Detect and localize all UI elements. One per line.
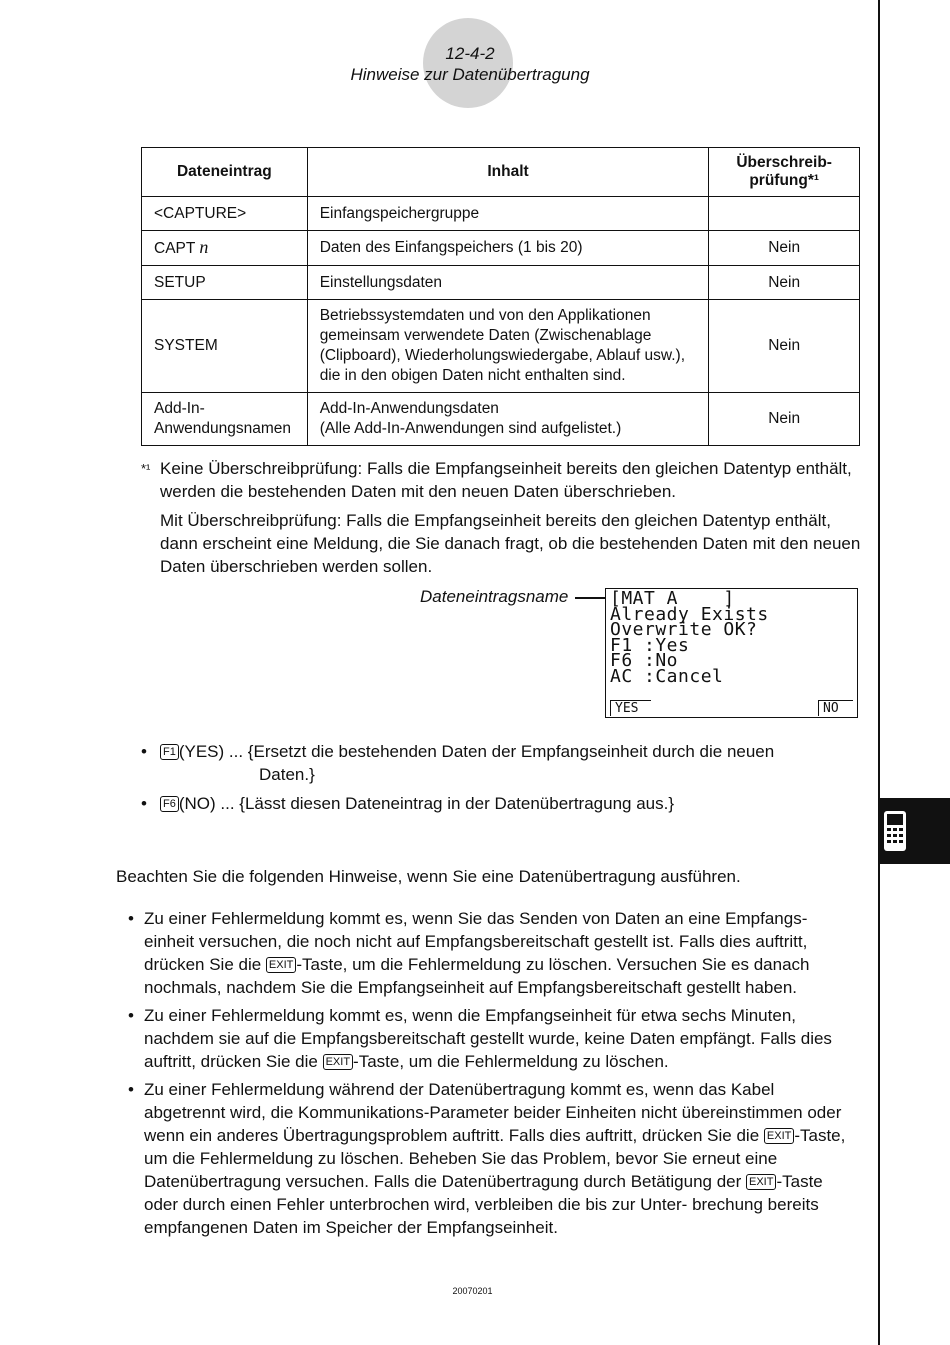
screen-callout-label: Dateneintragsname [420, 587, 569, 606]
key-explanation-list [141, 740, 871, 821]
table-row [142, 266, 860, 300]
check-cell: Nein [709, 300, 860, 393]
footnote [141, 457, 861, 584]
f1-key-icon: F1 [160, 744, 179, 760]
column-header-content: Inhalt [307, 148, 709, 197]
column-header-entry: Dateneintrag [142, 148, 308, 197]
table-row [142, 197, 860, 231]
list-item: • F1 (YES) ... {Ersetzt die bestehenden Daten der Empfangseinheit durch die neuen Daten.} [141, 742, 775, 784]
entry-cell: SETUP [142, 266, 308, 300]
bullet: • [128, 909, 134, 928]
footnote-paragraph: Mit Überschreibprüfung: Falls die Empfangseinheit bereits den gleichen Datentyp enthält, dann erscheint eine Meldung, die Sie danach fragt, ob die bestehenden Daten mit den neuen Daten überschrieben werden sollen. [160, 511, 861, 576]
content-cell: Daten des Einfangspeichers (1 bis 20) [307, 231, 709, 266]
entry-cell: SYSTEM [142, 300, 308, 393]
table-row [142, 300, 860, 393]
column-header-overwrite-check: Überschreib- prüfung*¹ [709, 148, 860, 197]
bullet: • [128, 1080, 134, 1099]
table-row [142, 231, 860, 266]
page-title: Hinweise zur Datenübertragung [350, 65, 590, 84]
chapter-side-tab [879, 798, 950, 864]
f6-key-icon: F6 [160, 796, 179, 812]
bullet: • [128, 1006, 134, 1025]
table-header-row [142, 148, 860, 197]
data-entry-table [141, 147, 860, 446]
content-cell: Einstellungsdaten [307, 266, 709, 300]
page-header [0, 18, 940, 110]
list-item: • F6 (NO) ... {Lässt diesen Dateneintrag in der Datenübertragung aus.} [141, 794, 675, 813]
notes-list [128, 907, 860, 1244]
exit-key-icon: EXIT [746, 1174, 776, 1190]
table-row [142, 393, 860, 446]
footnote-paragraph: Keine Überschreibprüfung: Falls die Empfangseinheit bereits den gleichen Datentyp enthält, werden die bestehenden Daten mit den neuen Daten überschrieben. [160, 459, 852, 501]
check-cell: Nein [709, 393, 860, 446]
exit-key-icon: EXIT [323, 1054, 353, 1070]
content-cell: Betriebssystemdaten und von den Applikationen gemeinsam verwendete Daten (Zwischenablage (Clipboard), Wiederholungswiedergabe, Ablauf usw.), die in den obigen Daten nicht enthalten sind. [307, 300, 709, 393]
intro-text: Beachten Sie die folgenden Hinweise, wenn Sie eine Datenübertragung ausführen. [116, 867, 741, 886]
bullet: • [141, 794, 147, 813]
softkey-yes: YES [610, 700, 651, 716]
content-cell: Add-In-Anwendungsdaten (Alle Add-In-Anwendungen sind aufgelistet.) [307, 393, 709, 446]
calculator-icon [883, 810, 907, 852]
check-cell: Nein [709, 231, 860, 266]
softkey-no: NO [818, 700, 853, 716]
list-item: • Zu einer Fehlermeldung kommt es, wenn die Empfangseinheit für etwa sechs Minuten, nachdem sie auf die Empfangsbereitschaft gestellt wurde, keine Daten empfängt. Falls dies auftritt, drücken Sie die EXIT -Taste, um die Fehlermeldung zu löschen. [128, 1006, 832, 1071]
entry-cell: CAPT n [142, 231, 308, 266]
calculator-screen [605, 588, 858, 718]
check-cell [709, 197, 860, 231]
entry-cell: <CAPTURE> [142, 197, 308, 231]
exit-key-icon: EXIT [764, 1128, 794, 1144]
check-cell: Nein [709, 266, 860, 300]
bullet: • [141, 742, 147, 761]
list-item: • Zu einer Fehlermeldung während der Datenübertragung kommt es, wenn das Kabel abgetrennt wird, die Kommunikations-Parameter beider Einheiten nicht übereinstimmen oder wenn ein anderes Übertragungsproblem auftritt. Falls dies auftritt, drücken Sie die EXIT -Taste, um die Fehlermeldung zu löschen. Beheben Sie das Problem, bevor Sie erneut eine Datenübertragung versuchen. Falls die Datenübertragung durch Betätigung der EXIT -Taste oder durch einen Fehler unterbrochen wird, verbleiben die bis zur Unter- brechung bereits empfangenen Daten im Speicher der Empfangseinheit. [128, 1080, 846, 1237]
page-number: 12-4-2 [445, 44, 495, 63]
right-margin-rule [878, 0, 880, 1345]
callout-leader-line [575, 597, 608, 599]
screen-text: [MAT A ] Already Exists Overwrite OK? F1 :Yes F6 :No AC :Cancel [610, 588, 769, 687]
footnote-marker: *¹ [141, 461, 151, 476]
entry-cell: Add-In- Anwendungsnamen [142, 393, 308, 446]
page-code: 20070201 [452, 1286, 493, 1296]
exit-key-icon: EXIT [266, 957, 296, 973]
list-item: • Zu einer Fehlermeldung kommt es, wenn Sie das Senden von Daten an eine Empfangs- einheit versuchen, die noch nicht auf Empfangsbereitschaft gestellt ist. Falls dies auftritt, drücken Sie die EXIT -Taste, um die Fehlermeldung zu löschen. Versuchen Sie es danach nochmals, nachdem Sie die Empfangseinheit auf Empfangsbereitschaft gestellt haben. [128, 909, 810, 997]
content-cell: Einfangspeichergruppe [307, 197, 709, 231]
